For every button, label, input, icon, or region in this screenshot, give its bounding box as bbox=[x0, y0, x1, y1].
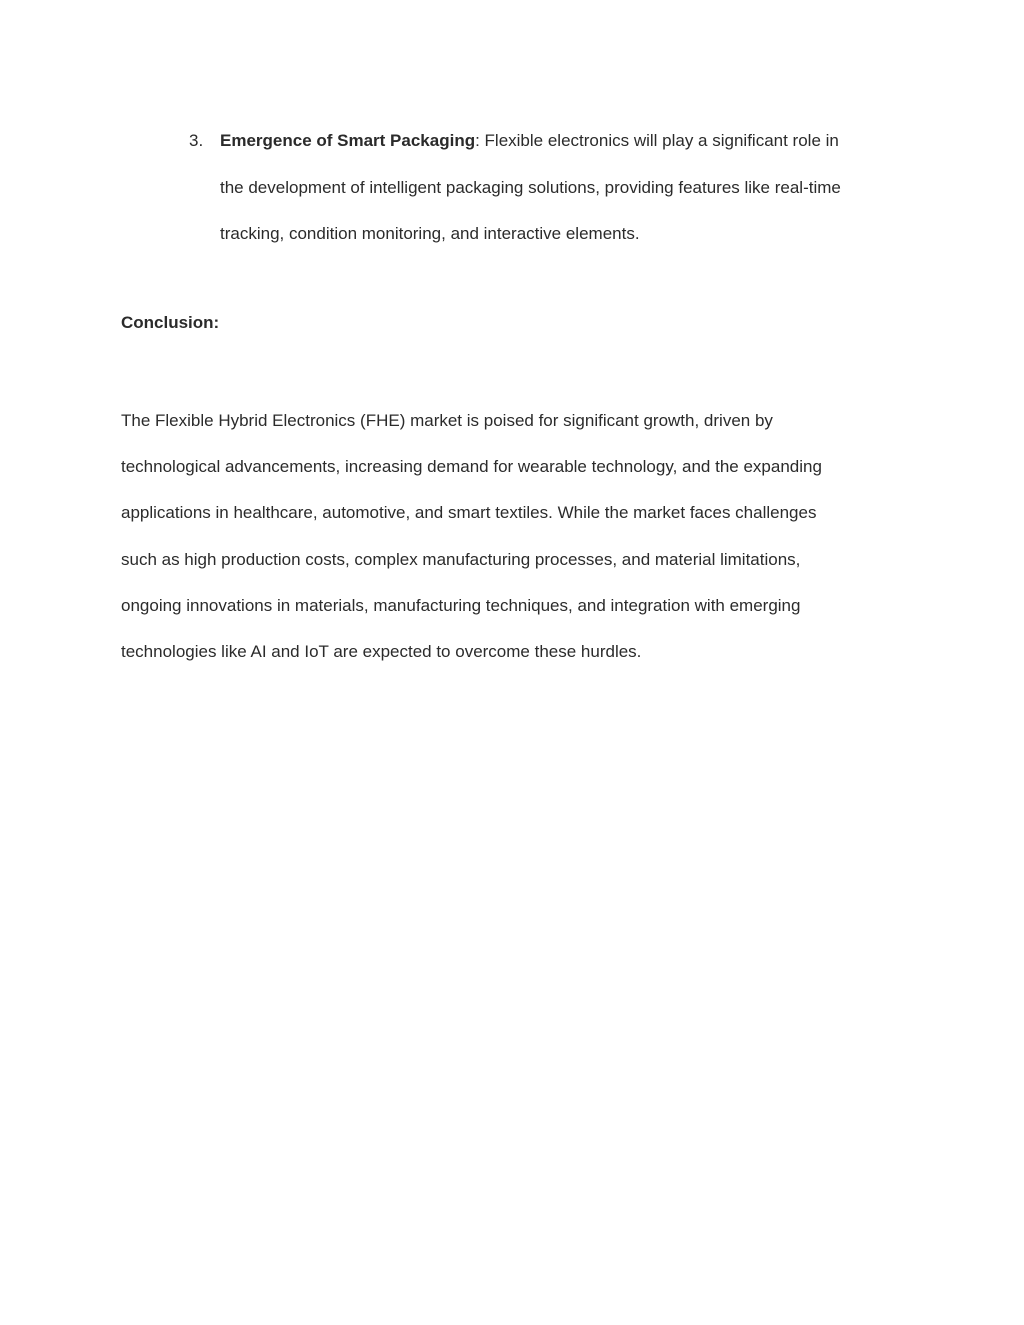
list-item-line: the development of intelligent packaging solutions, providing features like real-time bbox=[220, 177, 841, 197]
paragraph-line: ongoing innovations in materials, manufacturing techniques, and integration with emerging bbox=[121, 595, 801, 615]
paragraph-line: such as high production costs, complex manufacturing processes, and material limitations, bbox=[121, 549, 801, 569]
paragraph-line: technological advancements, increasing demand for wearable technology, and the expanding bbox=[121, 457, 822, 477]
list-item-line bbox=[220, 118, 910, 165]
list-item-text: : Flexible electronics will play a significant role in bbox=[475, 131, 839, 150]
conclusion-paragraph bbox=[121, 398, 911, 675]
list-item-body bbox=[220, 118, 910, 258]
paragraph-line: applications in healthcare, automotive, and smart textiles. While the market faces challenges bbox=[121, 503, 817, 523]
list-item-term: Emergence of Smart Packaging bbox=[220, 131, 476, 150]
paragraph-line: The Flexible Hybrid Electronics (FHE) market is poised for significant growth, driven by bbox=[121, 411, 773, 430]
list-item-line: tracking, condition monitoring, and interactive elements. bbox=[220, 224, 640, 243]
paragraph-line: technologies like AI and IoT are expected to overcome these hurdles. bbox=[121, 642, 642, 662]
conclusion-heading: Conclusion: bbox=[121, 313, 220, 332]
list-item-number: 3. bbox=[189, 131, 204, 150]
